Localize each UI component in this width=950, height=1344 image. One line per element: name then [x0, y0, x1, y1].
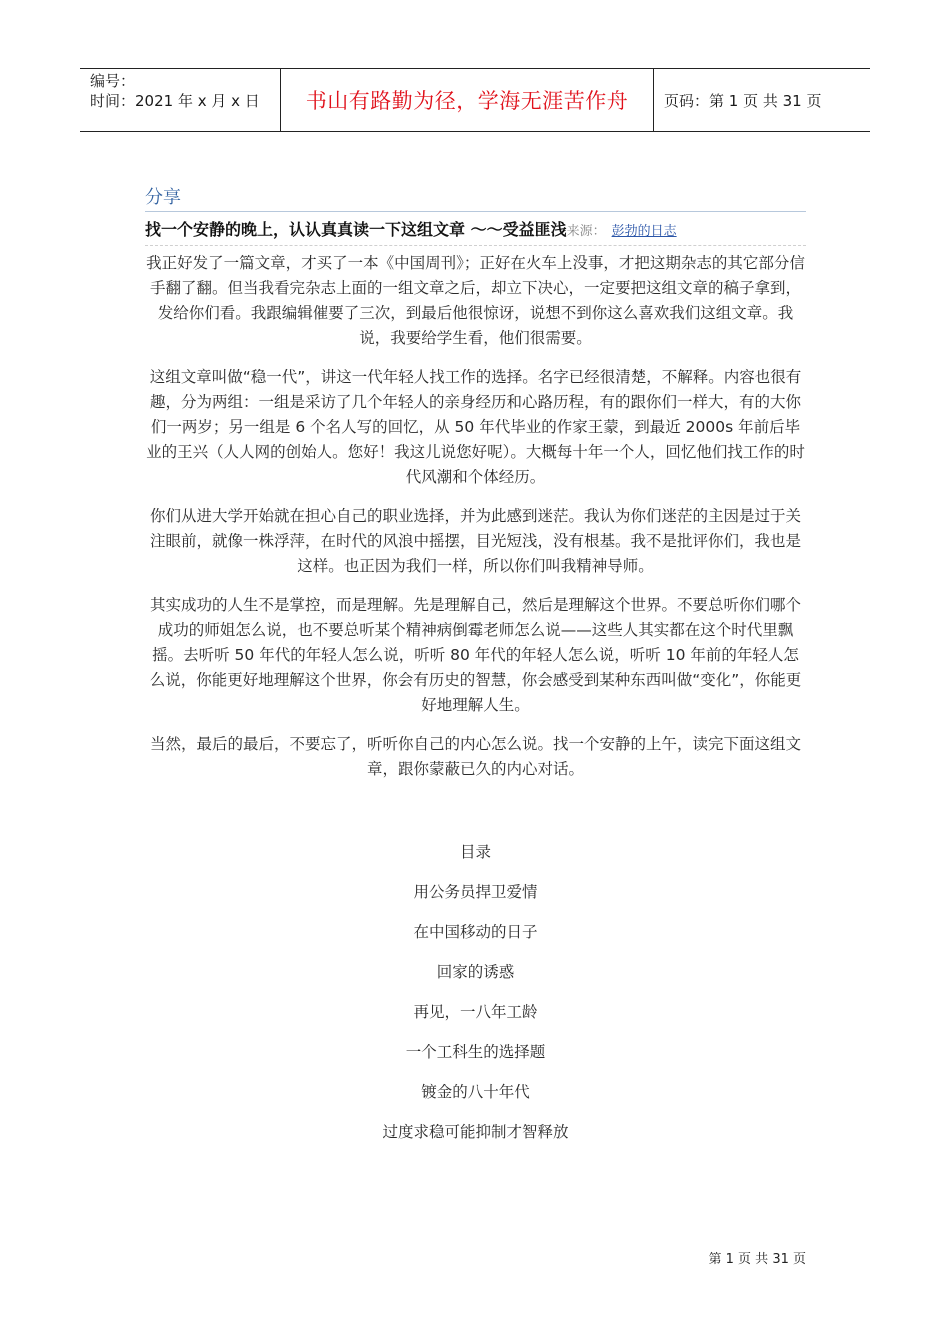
toc-item: 回家的诱惑 — [436, 963, 515, 981]
paragraph-1: 我正好发了一篇文章，才买了一本《中国周刊》；正好在火车上没事，才把这期杂志的其它部分信手翻了翻。但当我看完杂志上面的一组文章之后，却立下决心，一定要把这组文章的稿子拿到，发给你们看。我跟编辑催要了三次，到最后他很惊讶，说想不到你这么喜欢我们这组文章。我说，我要给学生看，他们很需要。 — [146, 254, 805, 347]
toc-item: 用公务员捍卫爱情 — [413, 883, 538, 901]
toc-item: 过度求稳可能抑制才智释放 — [382, 1123, 569, 1141]
source-label: 来源： — [566, 224, 606, 239]
toc-item: 镀金的八十年代 — [421, 1083, 530, 1101]
header-page-info: 页码：第 1 页 共 31 页 — [664, 91, 822, 110]
source-link[interactable]: 彭勃的日志 — [611, 224, 677, 239]
number-label: 编号： — [90, 72, 136, 90]
paragraph-3: 你们从进大学开始就在担心自己的职业选择，并为此感到迷茫。我认为你们迷茫的主因是过于关注眼前，就像一株浮萍，在时代的风浪中摇摆，目光短浅，没有根基。我不是批评你们，我也是这样。也正因为我们一样，所以你们叫我精神导师。 — [149, 507, 801, 575]
divider — [145, 245, 806, 246]
paragraph-5: 当然，最后的最后，不要忘了，听听你自己的内心怎么说。找一个安静的上午，读完下面这组文章，跟你蒙蔽已久的内心对话。 — [149, 735, 801, 778]
section-title: 分享 — [145, 183, 806, 212]
header-meta-cell — [80, 69, 281, 131]
article-subhead — [145, 217, 806, 240]
document-header — [80, 68, 870, 132]
table-of-contents — [145, 840, 806, 1160]
article-body — [145, 251, 806, 796]
paragraph-2: 这组文章叫做“稳一代”，讲这一代年轻人找工作的选择。名字已经很清楚，不解释。内容也很有趣，分为两组：一组是采访了几个年轻人的亲身经历和心路历程，有的跟你们一样大，有的大你们一两岁；另一组是 6 个名人写的回忆，从 50 年代毕业的作家王蒙，到最近 2000s 年前后毕业的王兴（人人网的创始人。您好！我这儿说您好呢）。大概每十年一个人，回忆他们找工作的时代风潮和个体经历。 — [146, 368, 805, 486]
header-motto: 书山有路勤为径，学海无涯苦作舟 — [281, 69, 654, 131]
toc-item: 在中国移动的日子 — [413, 923, 538, 941]
date-label: 时间：2021 年 x 月 x 日 — [90, 92, 260, 110]
paragraph-4: 其实成功的人生不是掌控，而是理解。先是理解自己，然后是理解这个世界。不要总听你们哪个成功的师姐怎么说，也不要总听某个精神病倒霉老师怎么说——这些人其实都在这个时代里飘摇。去听听 50 年代的年轻人怎么说，听听 80 年代的年轻人怎么说，听听 10 年前的年轻人怎么说，你能更好地理解这个世界，你会有历史的智慧，你会感受到某种东西叫做“变化”，你能更好地理解人生。 — [149, 596, 802, 714]
page-footer: 第 1 页 共 31 页 — [708, 1252, 806, 1267]
toc-item: 再见，一八年工龄 — [413, 1003, 538, 1021]
toc-item: 一个工科生的选择题 — [405, 1043, 546, 1061]
article-title: 找一个安静的晚上，认认真真读一下这组文章 ～～受益匪浅 — [145, 220, 567, 239]
toc-heading: 目录 — [459, 843, 491, 861]
